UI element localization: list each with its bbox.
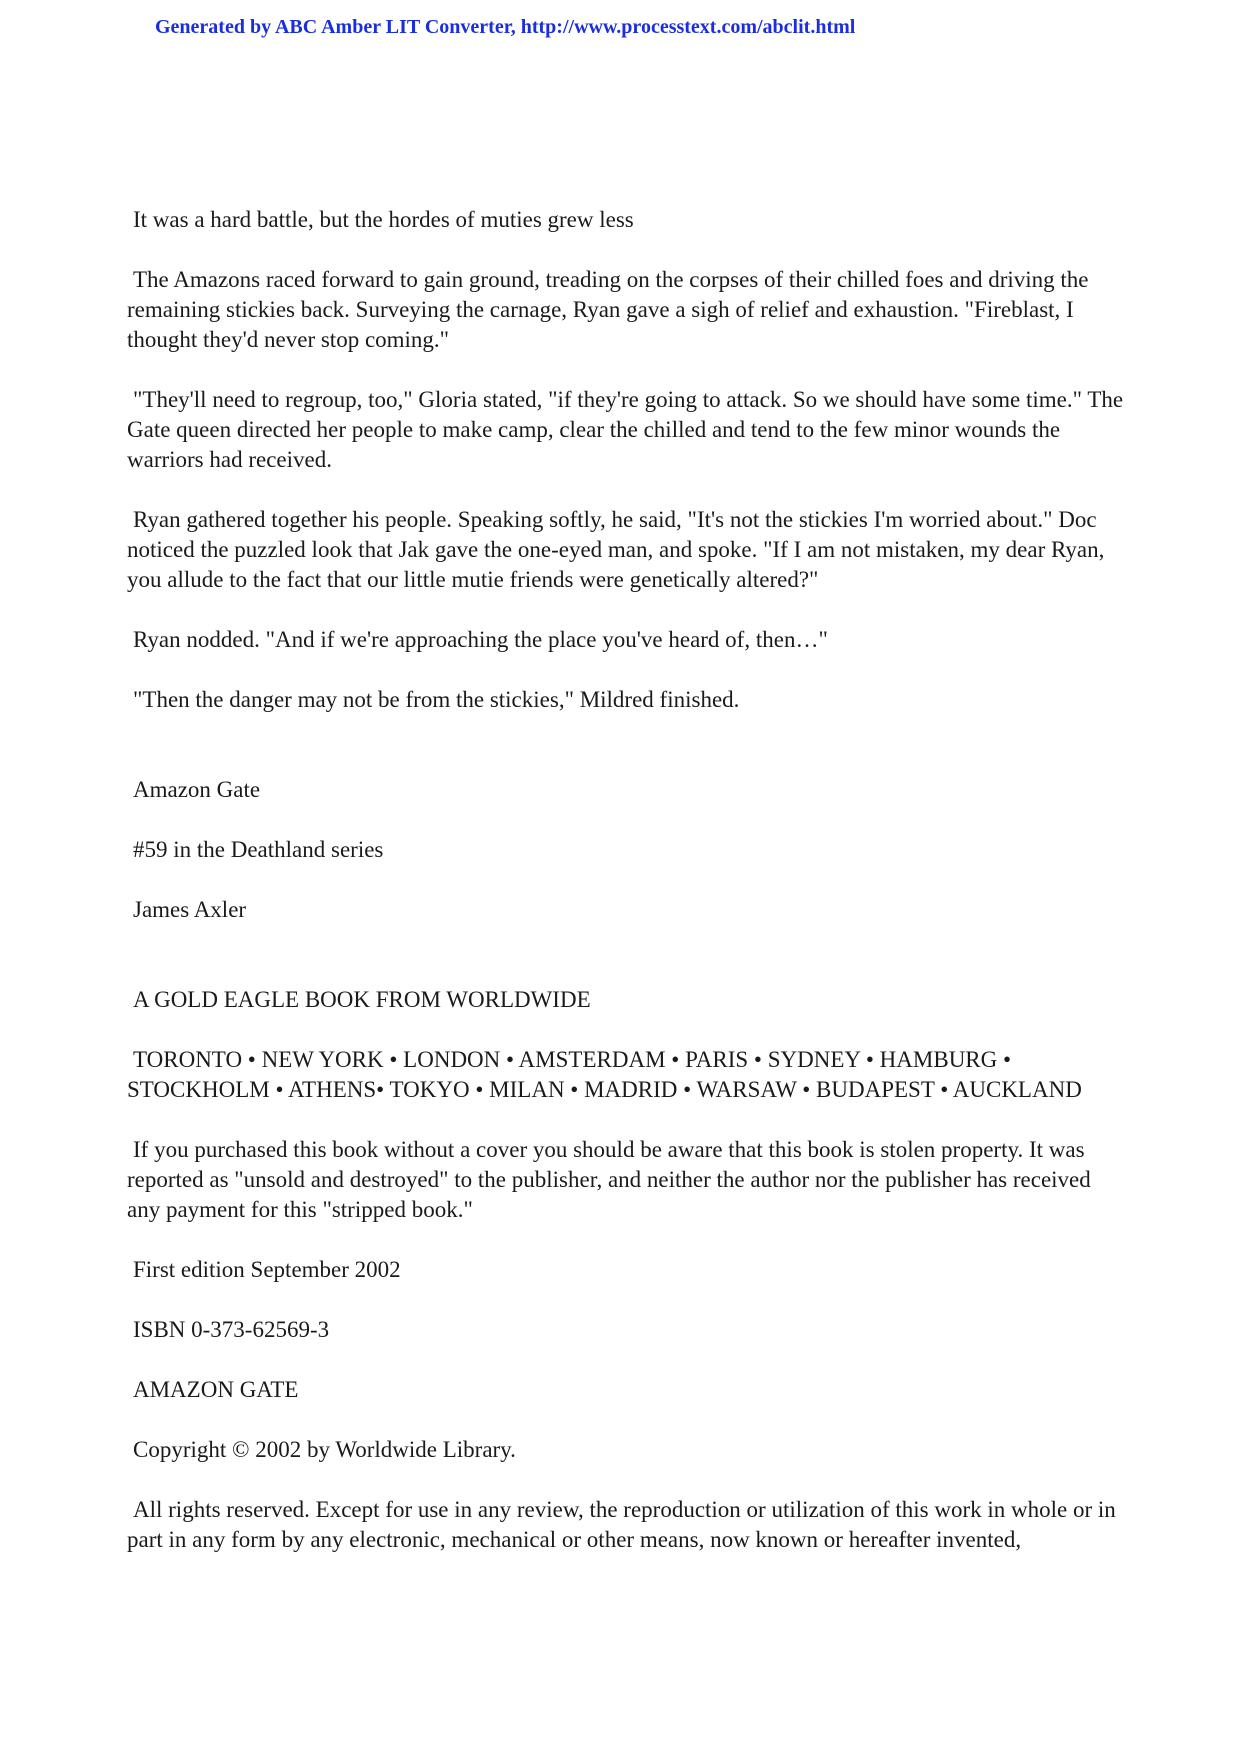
document-body	[127, 205, 1127, 1585]
converter-header	[155, 14, 855, 40]
author-name: James Axler	[133, 897, 247, 922]
copyright-line: Copyright © 2002 by Worldwide Library.	[133, 1437, 516, 1462]
publisher-imprint: A GOLD EAGLE BOOK FROM WORLDWIDE	[133, 987, 591, 1012]
story-paragraph-4: Ryan gathered together his people. Speaking softly, he said, "It's not the stickies I'm worried about." Doc noticed the puzzled look that Jak gave the one-eyed man, and spoke. "If I am not mistaken, my dear Ryan, you allude to the fact that our little mutie friends were genetically altered?"	[127, 507, 1105, 592]
title-caps: AMAZON GATE	[133, 1377, 299, 1402]
publisher-cities: TORONTO • NEW YORK • LONDON • AMSTERDAM • PARIS • SYDNEY • HAMBURG • STOCKHOLM • ATHENS• TOKYO • MILAN • MADRID • WARSAW • BUDAPEST • AUCKLAND	[127, 1047, 1082, 1102]
story-paragraph-1: It was a hard battle, but the hordes of muties grew less	[133, 207, 634, 232]
story-paragraph-2: The Amazons raced forward to gain ground, treading on the corpses of their chilled foes and driving the remaining stickies back. Surveying the carnage, Ryan gave a sigh of relief and exhaustion. "Fireblast, I thought they'd never stop coming."	[127, 267, 1089, 352]
rights-paragraph: All rights reserved. Except for use in any review, the reproduction or utilization of this work in whole or in part in any form by any electronic, mechanical or other means, now known or hereafter invented,	[127, 1497, 1116, 1552]
isbn-line: ISBN 0-373-62569-3	[133, 1317, 330, 1342]
stripped-book-notice: If you purchased this book without a cover you should be aware that this book is stolen property. It was reported as "unsold and destroyed" to the publisher, and neither the author nor the publisher has received any payment for this "stripped book."	[127, 1137, 1091, 1222]
story-paragraph-6: "Then the danger may not be from the stickies," Mildred finished.	[133, 687, 740, 712]
converter-header-text: Generated by ABC Amber LIT Converter, http://www.processtext.com/abclit.html	[155, 16, 856, 38]
series-line: #59 in the Deathland series	[133, 837, 384, 862]
story-paragraph-5: Ryan nodded. "And if we're approaching the place you've heard of, then…"	[133, 627, 828, 652]
story-paragraph-3: "They'll need to regroup, too," Gloria stated, "if they're going to attack. So we should have some time." The Gate queen directed her people to make camp, clear the chilled and tend to the few minor wounds the warriors had received.	[127, 387, 1124, 472]
edition-line: First edition September 2002	[133, 1257, 401, 1282]
book-title: Amazon Gate	[133, 777, 261, 802]
